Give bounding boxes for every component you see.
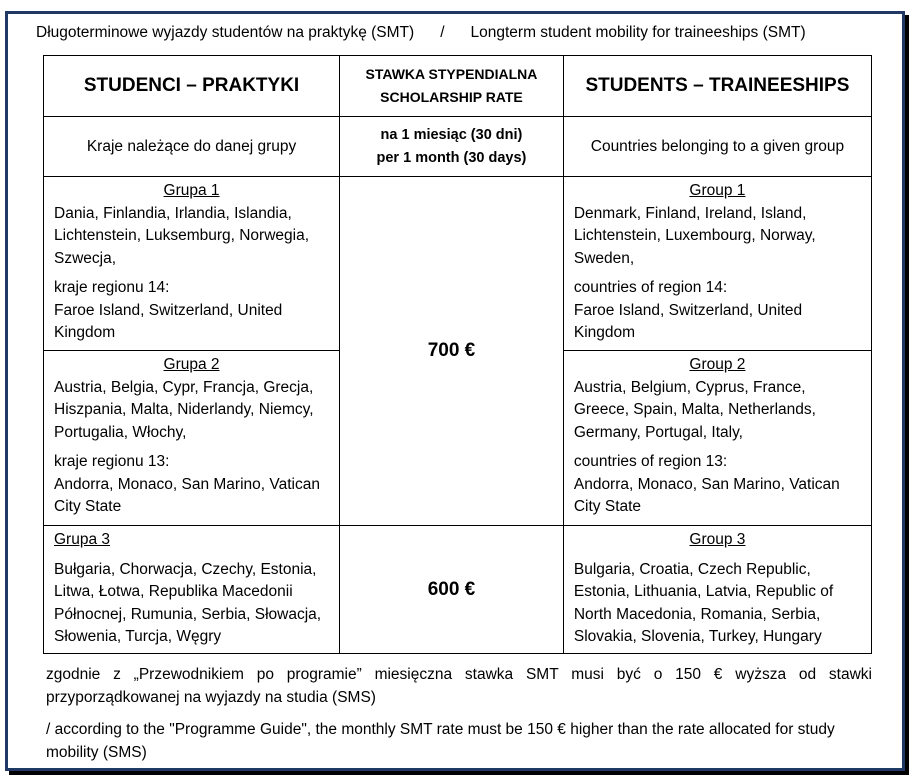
subheader-pl: Kraje należące do danej grupy	[44, 117, 340, 177]
group-countries: Denmark, Finland, Ireland, Island, Lichtenstein, Luxembourg, Norway, Sweden,	[573, 204, 816, 267]
note-pl: zgodnie z „Przewodnikiem po programie” miesięczna stawka SMT musi być o 150 € wyższa od stawki przyporządkowanej na wyjazdy na studia (SMS)	[46, 666, 872, 706]
header-en: STUDENTS – TRAINEESHIPS	[563, 56, 871, 117]
document-title	[36, 24, 881, 42]
subheader-en: Countries belonging to a given group	[563, 117, 871, 177]
group-countries: Austria, Belgia, Cypr, Francja, Grecja, Hiszpania, Malta, Niderlandy, Niemcy, Portugalia, Włochy,	[54, 378, 314, 441]
note-en: / according to the "Programme Guide", the monthly SMT rate must be 150 € higher than the rate allocated for study mobility (SMS)	[46, 721, 835, 761]
group-2-pl	[44, 351, 340, 526]
group-3-pl	[44, 526, 340, 654]
group-row-1	[44, 177, 872, 351]
group-countries: Austria, Belgium, Cyprus, France, Greece, Spain, Malta, Netherlands, Germany, Portugal, Italy,	[573, 378, 816, 441]
period-pl: na 1 miesiąc (30 dni)	[380, 126, 523, 143]
group-countries: Dania, Finlandia, Irlandia, Islandia, Lichtenstein, Luksemburg, Norwegia, Szwecja,	[54, 204, 310, 267]
period-en: per 1 month (30 days)	[376, 149, 527, 166]
group-label: Group 1	[689, 182, 746, 199]
group-label: Grupa 3	[54, 531, 111, 548]
region-label: kraje regionu 14:	[54, 279, 170, 296]
group-row-3	[44, 526, 872, 654]
rate-group-3: 600 €	[340, 526, 564, 654]
region-countries: Andorra, Monaco, San Marino, Vatican City State	[54, 475, 320, 515]
group-label: Grupa 2	[163, 356, 220, 373]
group-2-en	[563, 351, 871, 526]
header-rate	[340, 56, 564, 117]
title-en: Longterm student mobility for traineeships (SMT)	[470, 24, 806, 41]
header-pl: STUDENCI – PRAKTYKI	[44, 56, 340, 117]
group-label: Group 3	[689, 531, 746, 548]
group-1-pl	[44, 177, 340, 351]
header-rate-pl: STAWKA STYPENDIALNA	[365, 66, 538, 82]
group-3-en	[563, 526, 871, 654]
header-rate-en: SCHOLARSHIP RATE	[380, 89, 523, 105]
region-countries: Faroe Island, Switzerland, United Kingdom	[573, 301, 803, 341]
region-countries: Faroe Island, Switzerland, United Kingdom	[54, 301, 283, 341]
rate-groups-1-2: 700 €	[340, 177, 564, 526]
group-1-en	[563, 177, 871, 351]
region-label: kraje regionu 13:	[54, 453, 170, 470]
group-label: Group 2	[689, 356, 746, 373]
group-countries: Bułgaria, Chorwacja, Czechy, Estonia, Litwa, Łotwa, Republika Macedonii Północnej, Rumunia, Serbia, Słowacja, Słowenia, Turcja, Węgry	[54, 560, 322, 645]
title-pl: Długoterminowe wyjazdy studentów na praktykę (SMT)	[36, 24, 415, 41]
title-separator: /	[440, 24, 445, 41]
group-label: Grupa 1	[163, 182, 220, 199]
group-countries: Bulgaria, Croatia, Czech Republic, Estonia, Lithuania, Latvia, Republic of North Macedonia, Romania, Serbia, Slovakia, Slovenia, Turkey, Hungary	[573, 560, 834, 645]
header-row	[44, 56, 872, 117]
region-label: countries of region 13:	[573, 453, 728, 470]
region-countries: Andorra, Monaco, San Marino, Vatican City State	[573, 475, 840, 515]
region-label: countries of region 14:	[573, 279, 728, 296]
subheader-period	[340, 117, 564, 177]
subheader-row	[44, 117, 872, 177]
rates-table	[43, 55, 872, 654]
